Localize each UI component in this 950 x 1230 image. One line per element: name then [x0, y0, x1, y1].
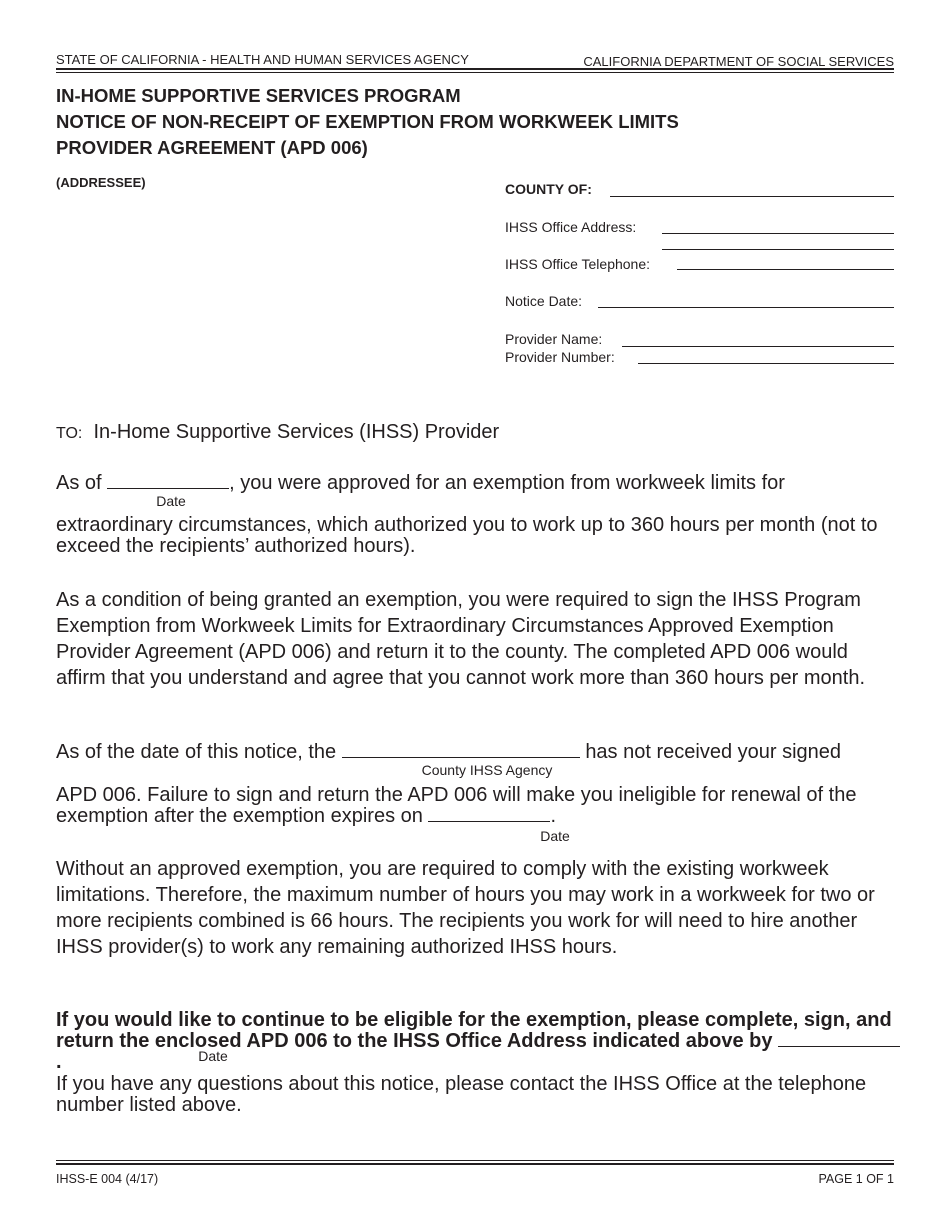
- office-address-field[interactable]: [662, 233, 894, 234]
- notice-date-label: Notice Date:: [505, 293, 583, 309]
- paragraph-6: If you have any questions about this notice, please contact the IHSS Office at the telephone number listed above.: [56, 1073, 867, 1116]
- text: .: [550, 805, 556, 827]
- text: As of the date of this notice, the: [56, 741, 337, 763]
- title-line: NOTICE OF NON-RECEIPT OF EXEMPTION FROM WORKWEEK LIMITS: [56, 111, 679, 132]
- paragraph-2: As a condition of being granted an exemption, you were required to sign the IHSS Program Exemption from Workweek Limits for Extraordinary Circumstances Approved Exemption Provider Agreement (APD 006) and return it to the county. The completed APD 006 would affirm that you understand and agree that you cannot work more than 360 hours per month.: [56, 589, 866, 689]
- date-label: Date: [156, 493, 186, 509]
- office-telephone-field[interactable]: [677, 269, 894, 270]
- page-number: PAGE 1 OF 1: [818, 1172, 894, 1186]
- to-label: TO:: [56, 425, 83, 442]
- text: has not received your signed: [585, 741, 842, 763]
- paragraph-4: Without an approved exemption, you are required to comply with the existing workweek limitations. Therefore, the maximum number of hours you may work in a workweek for two or more recipients combined is 66 hours. The recipients you work for will need to hire another IHSS provider(s) to work any remaining authorized IHSS hours.: [56, 858, 875, 958]
- addressee-label: (ADDRESSEE): [56, 175, 146, 190]
- text: APD 006. Failure to sign and return the APD 006 will make you ineligible for renewal of the exemption after the exemption expires on: [56, 784, 857, 827]
- agency-header: STATE OF CALIFORNIA - HEALTH AND HUMAN SERVICES AGENCY: [56, 52, 469, 67]
- notice-date-field[interactable]: [598, 307, 894, 308]
- provider-number-label: Provider Number:: [505, 349, 615, 365]
- form-id: IHSS-E 004 (4/17): [56, 1172, 159, 1186]
- text: As of: [56, 472, 102, 494]
- paragraph-3-cont: [56, 785, 901, 827]
- text: .: [56, 1051, 62, 1073]
- county-field[interactable]: [610, 196, 894, 197]
- date-label: Date: [540, 828, 570, 844]
- title-line: IN-HOME SUPPORTIVE SERVICES PROGRAM: [56, 85, 461, 106]
- title-line: PROVIDER AGREEMENT (APD 006): [56, 137, 368, 158]
- header-rule: [56, 68, 894, 70]
- office-address-label: IHSS Office Address:: [505, 219, 637, 235]
- page-title: [56, 83, 679, 161]
- office-address-field-2[interactable]: [662, 249, 894, 250]
- text: If you would like to continue to be eligible for the exemption, please complete, sign, and return the enclosed APD 006 to the IHSS Office Address indicated above by: [56, 1009, 892, 1052]
- to-line: [56, 419, 901, 447]
- agency-blank: [342, 757, 580, 758]
- header-rule-thin: [56, 72, 894, 73]
- date-label: Date: [198, 1048, 228, 1064]
- department-header: CALIFORNIA DEPARTMENT OF SOCIAL SERVICES: [583, 54, 894, 69]
- office-telephone-label: IHSS Office Telephone:: [505, 256, 651, 272]
- footer-rule-thin: [56, 1160, 894, 1161]
- agency-label: County IHSS Agency: [421, 762, 553, 778]
- county-label: COUNTY OF:: [505, 181, 592, 197]
- return-date-blank: [778, 1046, 900, 1047]
- provider-number-field[interactable]: [638, 363, 894, 364]
- footer-rule: [56, 1163, 894, 1165]
- provider-name-field[interactable]: [622, 346, 894, 347]
- paragraph-1-cont: extraordinary circumstances, which authorized you to work up to 360 hours per month (not to exceed the recipients’ authorized hours).: [56, 514, 878, 557]
- provider-name-label: Provider Name:: [505, 331, 603, 347]
- text: , you were approved for an exemption from workweek limits for: [229, 472, 785, 494]
- expiry-date-blank: [428, 821, 550, 822]
- date-blank: [107, 488, 229, 489]
- to-text: In-Home Supportive Services (IHSS) Provider: [93, 421, 500, 443]
